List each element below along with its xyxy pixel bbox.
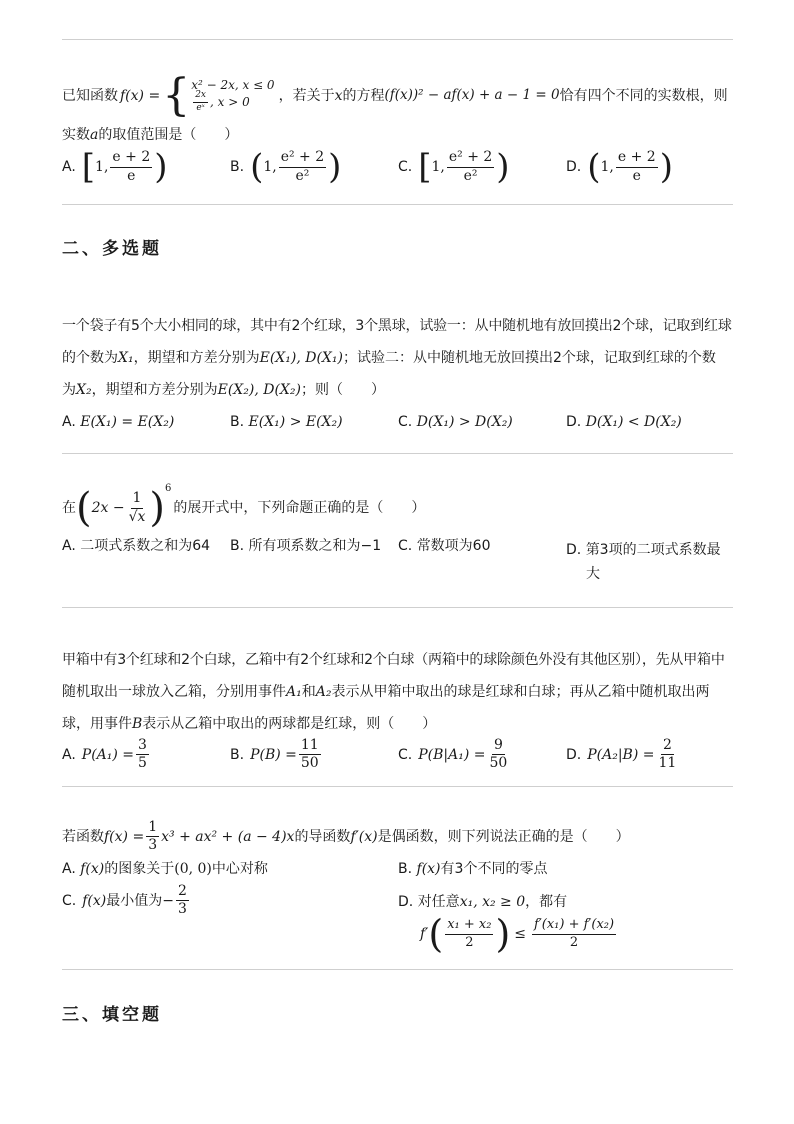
q1-mid: ，若关于 <box>278 88 335 104</box>
option-text: 最小值为− <box>106 892 174 909</box>
q2-line3a: 为 <box>62 382 76 398</box>
q4-line3b: 表示从乙箱中取出的两球都是红球，则（ ） <box>142 716 437 732</box>
q2-ex2: E(X₂), D(X₂) <box>217 382 301 398</box>
q2-line2b: ，期望和方差分别为 <box>133 350 260 366</box>
option-text: D(X₁) > D(X₂) <box>416 414 513 430</box>
interval-left: 1, <box>263 159 277 175</box>
q4-option-c[interactable] <box>398 738 511 772</box>
option-frac <box>488 738 510 772</box>
q3-power: 6 <box>165 483 172 494</box>
formula-frac-2 <box>532 918 616 950</box>
q2-option-d[interactable] <box>566 415 682 429</box>
bracket: ) <box>659 147 673 187</box>
q4-line2a: 随机取出一球放入乙箱，分别用事件 <box>62 684 286 700</box>
option-label: D. <box>566 414 582 430</box>
bracket: ( <box>587 147 601 187</box>
paren-open: ( <box>76 485 92 531</box>
frac-num: 2 <box>661 738 674 755</box>
interval-left: 1, <box>95 159 109 175</box>
q1-eq: (f(x))² − af(x) + a − 1 = 0 <box>384 87 560 104</box>
bracket: ( <box>250 147 264 187</box>
q1-line2a: 实数 <box>62 127 90 143</box>
q2-line3c: ；则（ ） <box>300 382 385 398</box>
q3-frac <box>127 491 148 525</box>
frac-den: 2 <box>465 934 474 950</box>
option-label: B. <box>230 538 245 554</box>
q4-option-b[interactable] <box>230 738 323 772</box>
option-math: f(x) <box>416 861 441 877</box>
divider <box>62 453 733 454</box>
option-label: A. <box>62 538 76 554</box>
q1-tail: 恰有四个不同的实数根，则 <box>559 88 728 104</box>
bracket: [ <box>81 147 96 187</box>
frac-num: e + 2 <box>616 150 658 167</box>
option-label: B. <box>230 159 245 175</box>
question-2-line1: 一个袋子有5个大小相同的球，其中有2个红球，3个黑球，试验一：从中随机地有放回摸出2个球，记取到红球 <box>62 318 732 334</box>
q5-fx: f(x) = <box>104 828 145 845</box>
q3-post: 的展开式中，下列命题正确的是（ ） <box>173 500 426 516</box>
frac-num: 2 <box>176 884 189 901</box>
q2-line2c: ；试验二：从中随机地无放回摸出2个球，记取到红球的个数 <box>342 350 716 366</box>
q1-prefix: 已知函数 <box>62 88 118 104</box>
option-label: A. <box>62 746 76 763</box>
q5-option-b[interactable] <box>398 862 547 876</box>
frac-num: 3 <box>136 738 149 755</box>
q4-line3a: 球，用事件 <box>62 716 132 732</box>
option-text: 二项式系数之和为64 <box>80 538 211 554</box>
option-label: A. <box>62 159 76 175</box>
q1-option-a[interactable] <box>62 147 168 187</box>
q4-line2b: 表示从甲箱中取出的球是红球和白球；再从乙箱中随机取出两 <box>331 684 710 700</box>
formula-frac-1 <box>445 918 493 950</box>
question-2-line2 <box>62 351 716 365</box>
option-label: D. <box>398 894 414 910</box>
option-frac <box>299 738 321 772</box>
option-label: A. <box>62 414 76 430</box>
q1-brace: { <box>162 70 191 121</box>
option-text: 对任意 <box>417 894 460 910</box>
bracket: [ <box>418 147 432 187</box>
frac-den: 5 <box>138 755 147 772</box>
divider <box>62 969 733 970</box>
q5-fpx: f′(x) <box>350 828 378 845</box>
q4-b: B <box>132 716 143 732</box>
q3-option-d[interactable] <box>566 539 721 587</box>
q2-option-a[interactable] <box>62 415 174 429</box>
q2-option-b[interactable] <box>230 415 343 429</box>
option-math: f(x) <box>82 892 107 909</box>
option-math: f(x) <box>80 861 105 877</box>
q1-a: a <box>90 127 99 143</box>
bracket: ) <box>154 147 168 187</box>
option-label: B. <box>230 414 245 430</box>
q5-option-c[interactable] <box>62 884 191 918</box>
q1-option-c[interactable] <box>398 147 510 187</box>
q4-a2: A₂ <box>315 684 332 700</box>
interval-right-frac <box>279 150 326 184</box>
option-text: E(X₁) = E(X₂) <box>80 414 175 430</box>
option-text: 所有项系数之和为−1 <box>248 538 382 554</box>
option-frac <box>136 738 149 772</box>
q4-a1: A₁ <box>286 684 302 700</box>
frac-den: 3 <box>148 837 158 854</box>
paren-close: ) <box>149 485 166 531</box>
question-3-stem <box>62 483 426 531</box>
interval-right-frac <box>447 150 494 184</box>
option-text: 的图象关于 <box>104 861 175 877</box>
frac-den: e² <box>295 167 310 184</box>
option-label: D. <box>566 159 582 175</box>
question-5-stem <box>62 820 630 854</box>
divider <box>62 204 733 205</box>
question-4-line3 <box>62 717 436 731</box>
question-4-line1: 甲箱中有3个红球和2个白球，乙箱中有2个红球和2个白球（两箱中的球除颜色外没有其他区别），先从甲箱中 <box>62 652 725 668</box>
q5-option-a[interactable] <box>62 862 268 876</box>
q2-x2: X₂ <box>76 382 92 398</box>
paren-open: ( <box>428 912 444 956</box>
interval-left: 1, <box>431 159 445 175</box>
q1-piecewise <box>191 79 274 114</box>
frac-num: e + 2 <box>110 150 152 167</box>
q2-option-c[interactable] <box>398 415 513 429</box>
question-4-line2 <box>62 685 709 699</box>
q1-case2-num: 2x <box>193 91 208 103</box>
frac-den: 50 <box>489 755 508 772</box>
q3-option-a[interactable] <box>62 539 210 553</box>
q3-option-c[interactable] <box>398 539 491 553</box>
option-label: C. <box>398 538 413 554</box>
q3-pre: 在 <box>62 500 76 516</box>
q2-line2a: 的个数为 <box>62 350 118 366</box>
frac-den: e² <box>463 167 478 184</box>
q5-poly: x³ + ax² + (a − 4)x <box>161 828 295 845</box>
q2-x1: X₁ <box>118 350 134 366</box>
question-2-line3 <box>62 383 385 397</box>
option-text: D(X₁) < D(X₂) <box>585 414 682 430</box>
q5-mid: 的导函数 <box>294 828 351 845</box>
formula-le: ≤ <box>514 926 527 942</box>
q5-pre: 若函数 <box>62 828 104 845</box>
frac-num: x₁ + x₂ <box>445 918 493 934</box>
q1-case2-tail: , x > 0 <box>210 95 250 109</box>
option-label: B. <box>398 861 413 877</box>
frac-num: 1 <box>146 820 159 837</box>
q1-fx: f(x) = <box>120 88 161 104</box>
q2-ex1: E(X₁), D(X₁) <box>259 350 343 366</box>
option-text: 第3项的二项式系数最 <box>585 542 721 558</box>
q4-option-a[interactable] <box>62 738 151 772</box>
option-label: D. <box>566 542 582 558</box>
q1-case1: x² − 2x, x ≤ 0 <box>191 77 275 92</box>
option-label: C. <box>398 159 413 175</box>
divider <box>62 39 733 40</box>
divider <box>62 786 733 787</box>
frac-num: e² + 2 <box>279 150 326 167</box>
frac-num: f′(x₁) + f′(x₂) <box>532 918 616 934</box>
q5-frac <box>146 820 159 854</box>
q1-x: x <box>334 88 343 104</box>
q1-case2-frac <box>193 91 208 114</box>
q5-post: 是偶函数，则下列说法正确的是（ ） <box>377 828 630 845</box>
frac-den: 3 <box>177 901 187 918</box>
option-lhs: P(B|A₁) = <box>418 746 486 763</box>
divider <box>62 607 733 608</box>
section-title-fill-in: 三、填空题 <box>62 1005 162 1025</box>
frac-den: 11 <box>658 755 677 772</box>
option-lhs: P(B) = <box>250 746 297 763</box>
frac-den: 50 <box>300 755 319 772</box>
interval-right-frac <box>616 150 658 184</box>
paren-close: ) <box>495 912 511 956</box>
option-text: 有3个不同的零点 <box>440 861 548 877</box>
bracket: ) <box>328 147 342 187</box>
option-label: C. <box>398 414 413 430</box>
frac-den: e <box>127 167 136 184</box>
frac-num: 9 <box>492 738 505 755</box>
option-text-cont: 大 <box>586 565 600 582</box>
option-label: C. <box>62 892 77 909</box>
frac-den: e <box>632 167 641 184</box>
option-text: 常数项为60 <box>416 538 491 554</box>
q3-expr: 2x − <box>91 500 125 516</box>
q1-option-d[interactable] <box>566 147 673 187</box>
frac-num: e² + 2 <box>447 150 494 167</box>
option-math: x₁, x₂ ≥ 0 <box>459 894 526 910</box>
question-1-stem <box>62 70 728 121</box>
q4-option-d[interactable] <box>566 738 680 772</box>
formula-f: f′ <box>420 926 429 942</box>
bracket: ) <box>496 147 510 187</box>
option-text: 中心对称 <box>211 861 268 877</box>
q1-case2-den: eˣ <box>196 102 205 113</box>
q1-option-b[interactable] <box>230 147 342 187</box>
option-frac <box>657 738 679 772</box>
q5-option-d-formula <box>420 912 618 956</box>
interval-left: 1, <box>600 159 614 175</box>
option-label: A. <box>62 861 76 877</box>
option-math: (0, 0) <box>174 861 212 877</box>
q4-and: 和 <box>301 684 316 700</box>
option-text: ，都有 <box>525 894 568 910</box>
section-title-multiple-choice: 二、多选题 <box>62 239 162 259</box>
q2-line3b: ，期望和方差分别为 <box>91 382 218 398</box>
frac-den: √x <box>128 508 146 525</box>
option-lhs: P(A₂|B) = <box>587 746 655 763</box>
q5-option-d[interactable] <box>398 895 567 909</box>
question-1-line2 <box>62 128 238 142</box>
option-frac <box>176 884 189 918</box>
q1-line2b: 的取值范围是（ ） <box>98 127 239 143</box>
frac-num: 1 <box>131 491 144 508</box>
option-lhs: P(A₁) = <box>81 746 135 763</box>
option-label: D. <box>566 746 582 763</box>
frac-den: 2 <box>569 934 579 950</box>
interval-right-frac <box>110 150 152 184</box>
option-label: B. <box>230 746 245 763</box>
option-text: E(X₁) > E(X₂) <box>248 414 343 430</box>
frac-num: 11 <box>299 738 321 755</box>
q1-mid2: 的方程 <box>342 88 385 104</box>
q3-option-b[interactable] <box>230 539 381 553</box>
option-label: C. <box>398 746 413 763</box>
